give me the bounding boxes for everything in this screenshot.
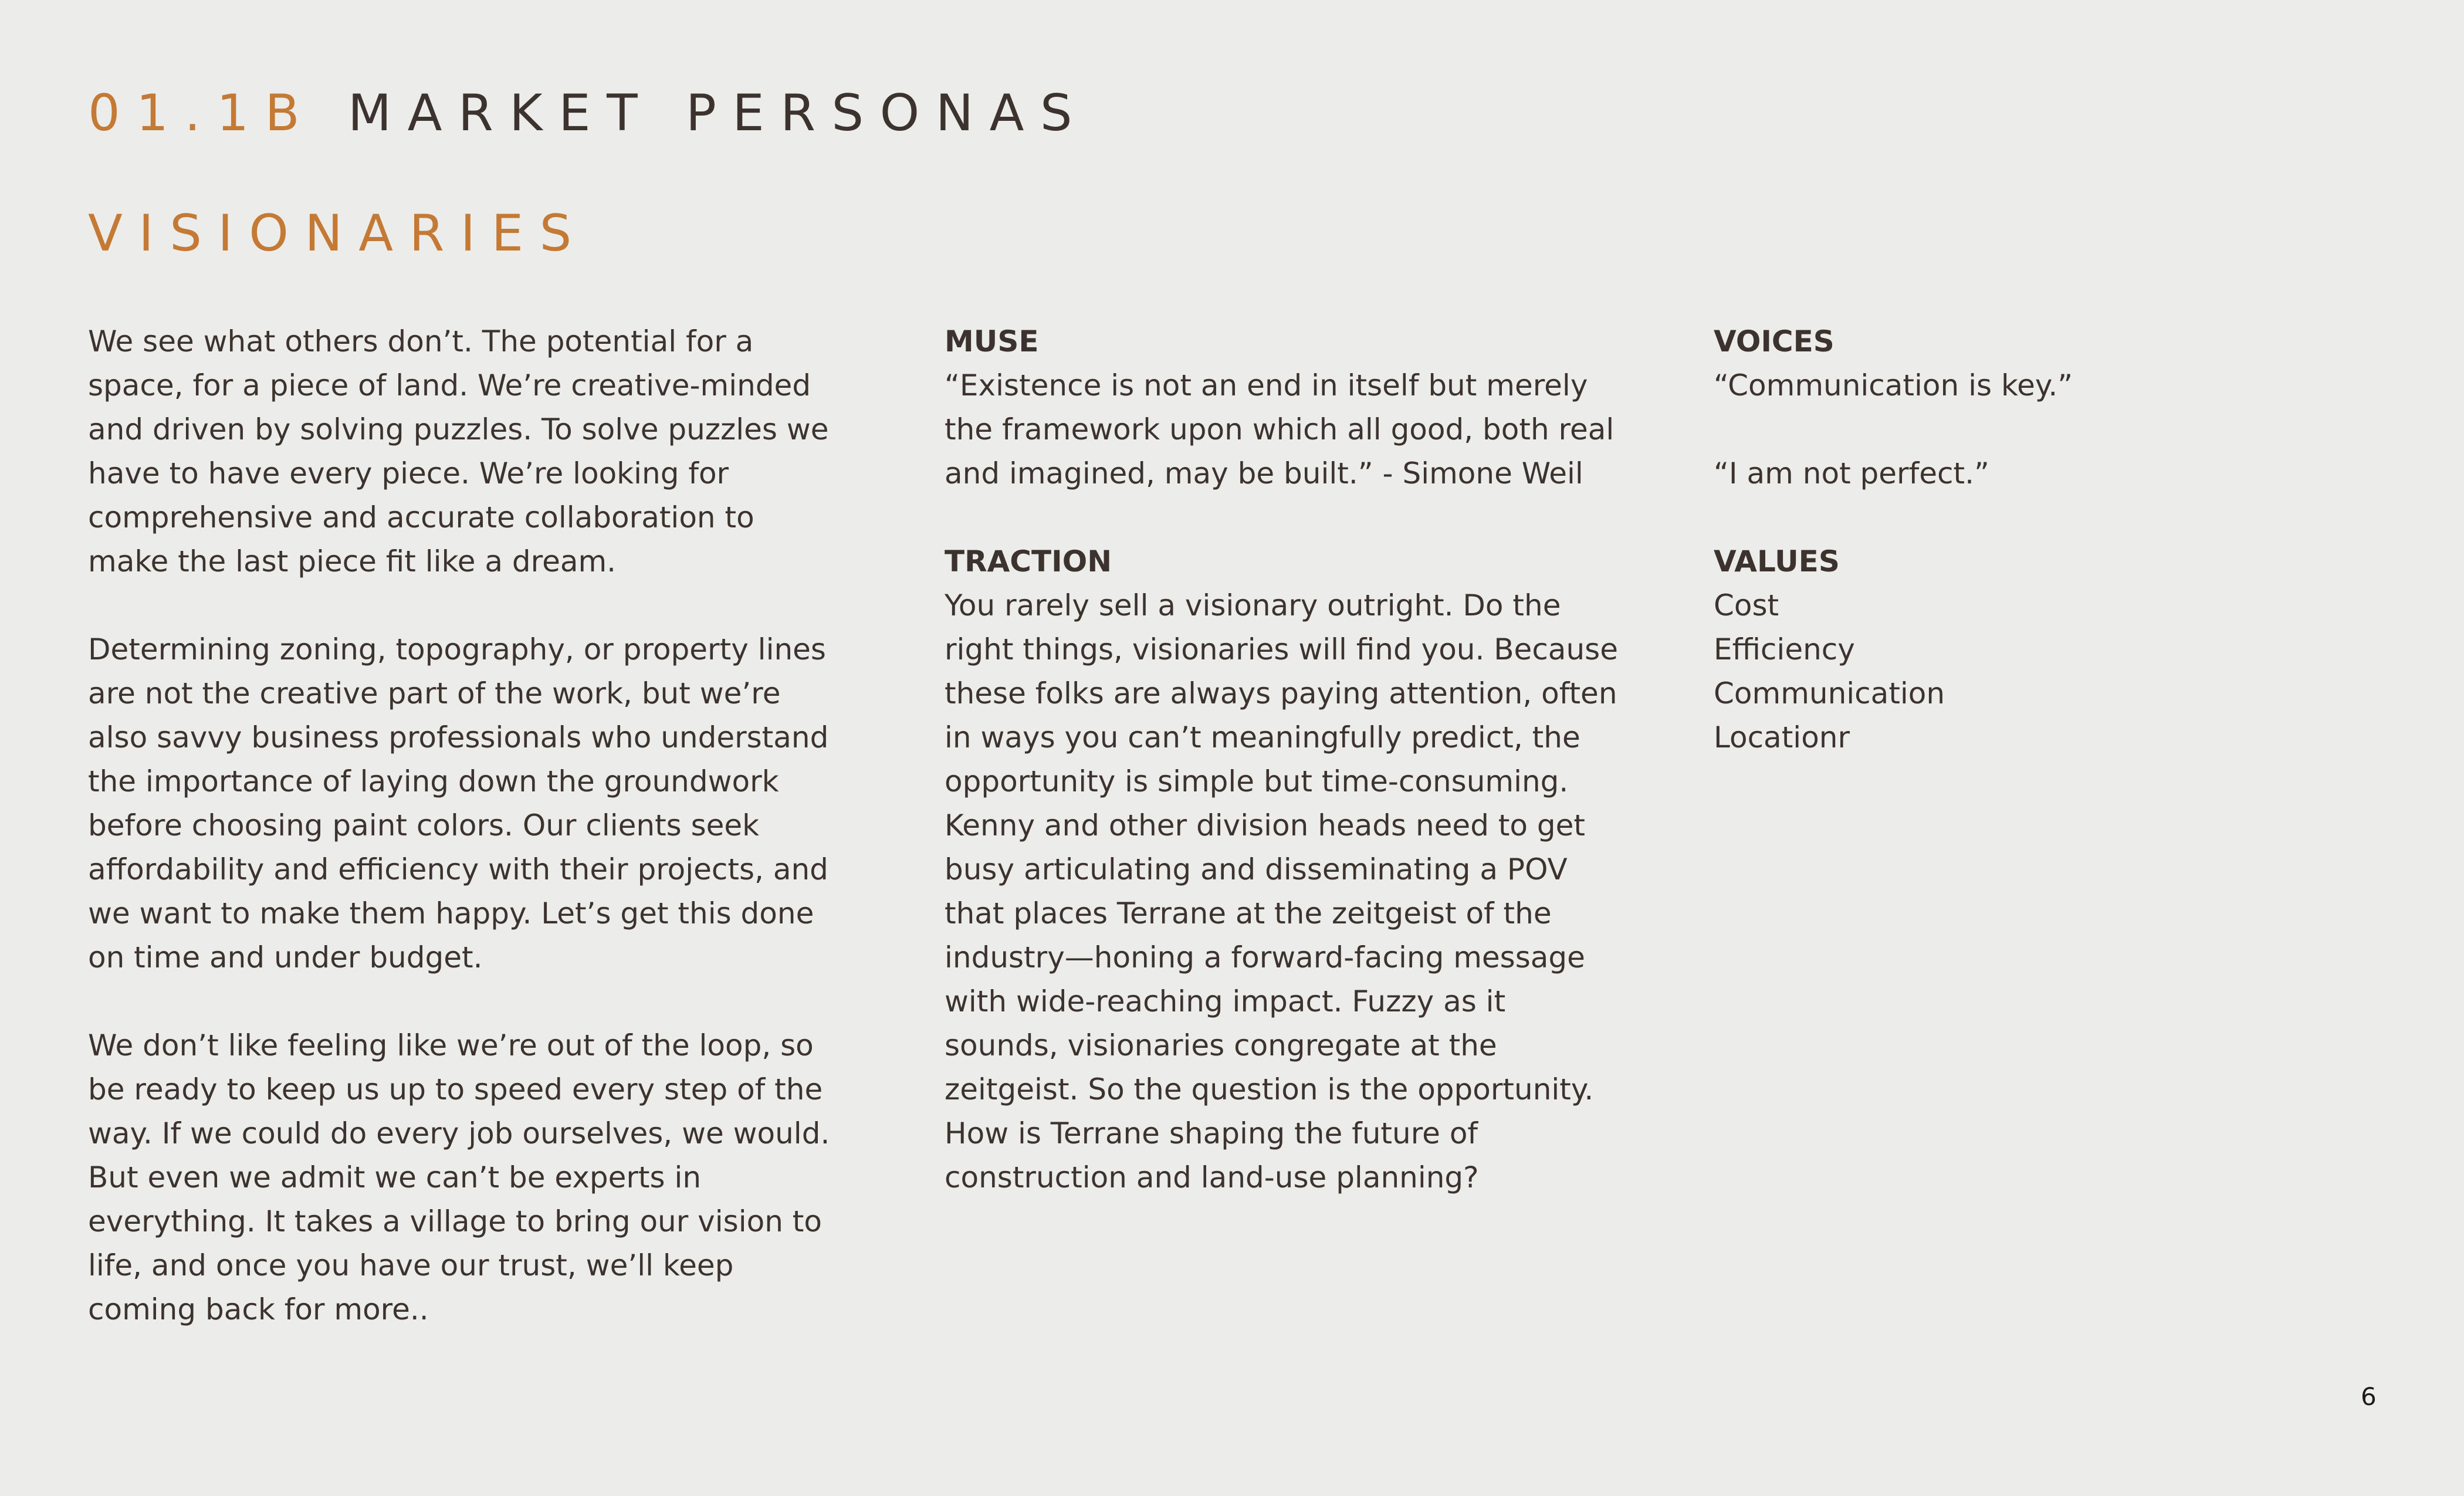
value-item: Efficiency bbox=[1714, 632, 1855, 666]
voices-section bbox=[1714, 320, 2300, 496]
voices-heading: VOICES bbox=[1714, 324, 1835, 358]
traction-section bbox=[945, 540, 1619, 1200]
description-paragraph: We don’t like feeling like we’re out of the loop, so be ready to keep us up to speed every step of the way. If we could do every job ourselves, we would. But even we admit we can’t be experts in everything. It takes a village to bring our vision to life, and once you have our trust, we’ll keep coming back for more.. bbox=[88, 1028, 830, 1326]
values-section bbox=[1714, 540, 2300, 760]
value-item: Communication bbox=[1714, 676, 1945, 710]
value-item: Locationr bbox=[1714, 720, 1850, 754]
description-column bbox=[88, 320, 833, 1376]
description-paragraph: We see what others don’t. The potential for a space, for a piece of land. We’re creative-minded and driven by solving puzzles. To solve puzzles we have to have every piece. We’re looking for comprehensive and accurate collaboration to make the last piece fit like a dream. bbox=[88, 324, 829, 578]
traction-text: You rarely sell a visionary outright. Do the right things, visionaries will find you. Because these folks are always paying attention, often in ways you can’t meaningfully predict, the opportunity is simple but time-consuming. Kenny and other division heads need to get busy articulating and disseminating a POV that places Terrane at the zeitgeist of the industry—honing a forward-facing message with wide-reaching impact. Fuzzy as it sounds, visionaries congregate at the zeitgeist. So the question is the opportunity. How is Terrane shaping the future of construction and land-use planning? bbox=[945, 588, 1618, 1194]
values-heading: VALUES bbox=[1714, 544, 1840, 578]
page-header bbox=[88, 84, 1089, 143]
muse-section bbox=[945, 320, 1619, 496]
voices-values-column bbox=[1714, 320, 2300, 804]
section-code: 01.1B bbox=[88, 84, 316, 143]
description-paragraph: Determining zoning, topography, or property lines are not the creative part of the work, but we’re also savvy business professionals who understand the importance of laying down the groundwork before choosing paint colors. Our clients seek affordability and efficiency with their projects, and we want to make them happy. Let’s get this done on time and under budget. bbox=[88, 632, 829, 974]
persona-title: VISIONARIES bbox=[88, 204, 588, 263]
muse-quote: “Existence is not an end in itself but merely the framework upon which all good, both real and imagined, may be built.” - Simone Weil bbox=[945, 368, 1615, 490]
page-number: 6 bbox=[2361, 1382, 2377, 1411]
value-item: Cost bbox=[1714, 588, 1779, 622]
spacer bbox=[1714, 408, 2300, 452]
section-title: MARKET PERSONAS bbox=[347, 84, 1089, 143]
muse-traction-column bbox=[945, 320, 1619, 1244]
voice-quote: “Communication is key.” bbox=[1714, 368, 2073, 402]
muse-heading: MUSE bbox=[945, 324, 1039, 358]
values-list bbox=[1714, 584, 2300, 760]
voice-quote: “I am not perfect.” bbox=[1714, 456, 1989, 490]
traction-heading: TRACTION bbox=[945, 544, 1112, 578]
